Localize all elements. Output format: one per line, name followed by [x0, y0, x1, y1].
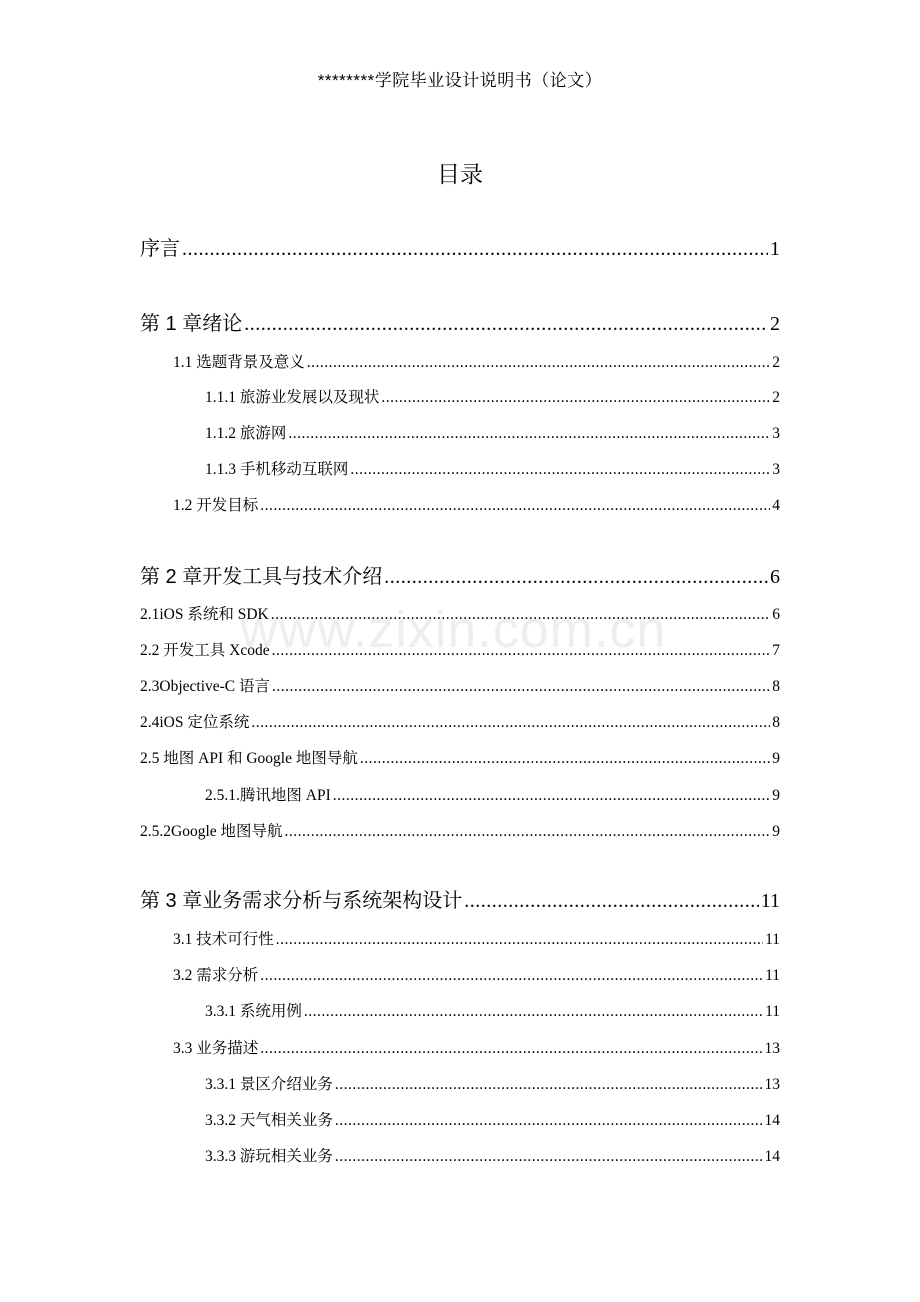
toc-entry-chapter-2[interactable]: 第 2 章开发工具与技术介绍 ..... 6 — [140, 560, 780, 589]
toc-entry-preface[interactable]: 序言 ..... 1 — [140, 232, 780, 261]
toc-entry-chapter-3[interactable]: 第 3 章业务需求分析与系统架构设计 ..... 11 — [140, 884, 780, 913]
toc-entry-3-2[interactable]: 3.2 需求分析 ..... 11 — [173, 963, 780, 985]
toc-entry-3-3-2[interactable]: 3.3.2 天气相关业务 ..... 14 — [205, 1108, 780, 1130]
document-header: ********学院毕业设计说明书（论文） — [317, 71, 603, 90]
toc-entry-1-1-2[interactable]: 1.1.2 旅游网 ..... 3 — [205, 421, 780, 443]
toc-entry-2-5-1[interactable]: 2.5.1.腾讯地图 API ..... 9 — [205, 783, 780, 805]
toc-entry-3-3-1[interactable]: 3.3.1 景区介绍业务 ..... 13 — [205, 1072, 780, 1094]
toc-entry-3-3-1-use-case[interactable]: 3.3.1 系统用例 ..... 11 — [205, 999, 780, 1021]
toc-entry-2-3[interactable]: 2.3Objective-C 语言 ..... 8 — [140, 674, 780, 696]
toc-entry-2-1[interactable]: 2.1iOS 系统和 SDK ..... 6 — [140, 602, 780, 624]
toc-entry-3-3-3[interactable]: 3.3.3 游玩相关业务 ..... 14 — [205, 1144, 780, 1166]
toc-entry-1-1-1[interactable]: 1.1.1 旅游业发展以及现状 ..... 2 — [205, 385, 780, 407]
toc-entry-2-2[interactable]: 2.2 开发工具 Xcode ..... 7 — [140, 638, 780, 660]
toc-entry-3-1[interactable]: 3.1 技术可行性 ..... 11 — [173, 927, 780, 949]
toc-title: 目录 — [437, 161, 483, 187]
toc-entry-2-5[interactable]: 2.5 地图 API 和 Google 地图导航 ..... 9 — [140, 746, 780, 768]
toc-entry-2-5-2[interactable]: 2.5.2Google 地图导航 ..... 9 — [140, 819, 780, 841]
toc-entry-2-4[interactable]: 2.4iOS 定位系统 ..... 8 — [140, 710, 780, 732]
toc-entry-1-1-3[interactable]: 1.1.3 手机移动互联网 ..... 3 — [205, 457, 780, 479]
watermark: www.zixin.com.cn — [240, 601, 667, 659]
toc-entry-1-2[interactable]: 1.2 开发目标 ..... 4 — [173, 493, 780, 515]
toc-entry-1-1[interactable]: 1.1 选题背景及意义 ..... 2 — [173, 350, 780, 372]
toc-entry-3-3[interactable]: 3.3 业务描述 ..... 13 — [173, 1036, 780, 1058]
toc-entry-chapter-1[interactable]: 第 1 章绪论 ..... 2 — [140, 307, 780, 336]
